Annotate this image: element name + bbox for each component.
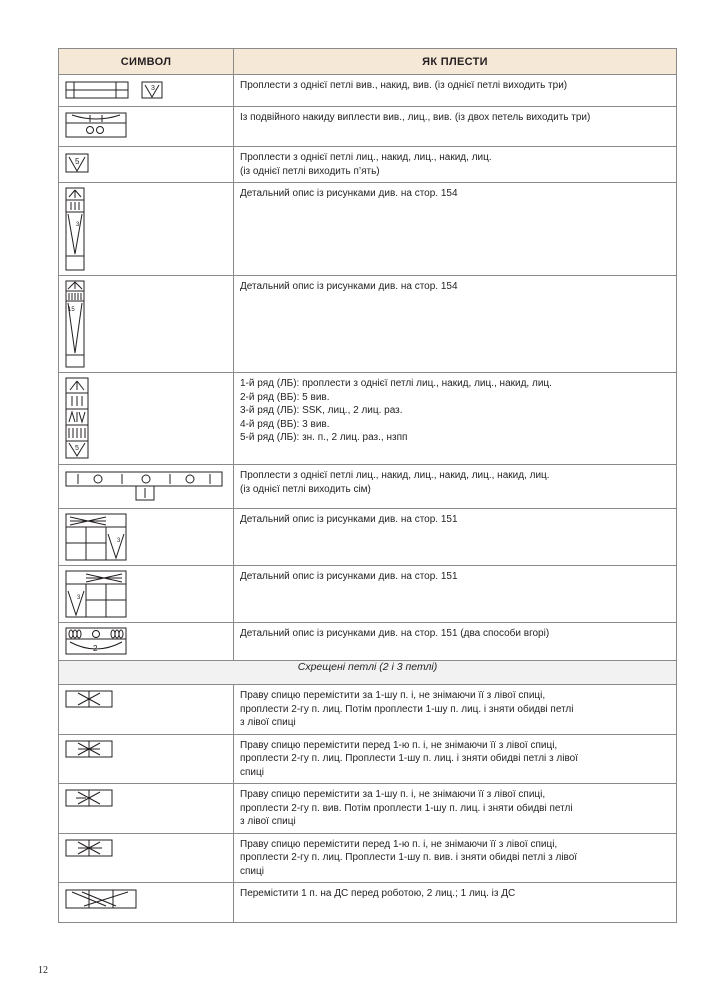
section-row	[59, 661, 677, 685]
instruction-cell: Детальний опис із рисунками див. на стор. 154	[234, 276, 677, 373]
instructions-column-header: ЯК ПЛЕСТИ	[234, 49, 677, 75]
instruction-cell: Проплести з однієї петлі лиц., накид, лиц., накид, лиц., накид, лиц. (із однієї петлі виходить сім)	[234, 465, 677, 509]
symbol-cell	[59, 566, 234, 623]
instruction-cell: Перемістити 1 п. на ДС перед роботою, 2 лиц.; 1 лиц. із ДС	[234, 883, 677, 923]
stitch-count-3: 3	[151, 85, 155, 92]
page-number: 12	[38, 965, 48, 976]
instruction-cell: Детальний опис із рисунками див. на стор. 151	[234, 566, 677, 623]
instruction-cell: Проплести з однієї петлі лиц., накид, лиц., накид, лиц. (із однієї петлі виходить п’ять)	[234, 147, 677, 183]
table-row	[59, 883, 677, 923]
symbol-cell	[59, 465, 234, 509]
symbol-cell	[59, 75, 234, 107]
table-row	[59, 183, 677, 276]
instruction-cell: 1-й ряд (ЛБ): проплести з однієї петлі лиц., накид, лиц., накид, лиц. 2-й ряд (ВБ): 5 вив. 3-й ряд (ЛБ): SSK, лиц., 2 лиц. раз. 4-й ряд (ВБ): 3 вив. 5-й ряд (ЛБ): зн. п., 2 лиц. раз., нзпп	[234, 373, 677, 465]
header-row	[59, 49, 677, 75]
cable-left-grid-symbol	[62, 569, 132, 619]
k-yo-k-yo-k-symbol	[62, 150, 102, 176]
instruction-cell: Проплести з однієї петлі вив., накид, вив. (із однієї петлі виходить три)	[234, 75, 677, 107]
symbol-cell	[59, 373, 234, 465]
double-yo-symbol	[62, 110, 132, 140]
instruction-cell: Праву спицю перемістити за 1-шу п. і, не знімаючи її з лівої спиці, проплести 2-гу п. лиц. Потім проплести 1-шу п. лиц. і зняти обидві петлі з лівої спиці	[234, 685, 677, 735]
cable-right-grid-symbol	[62, 512, 132, 562]
instruction-cell: Детальний опис із рисунками див. на стор. 151 (два способи вгорі)	[234, 623, 677, 661]
bobble-symbol-tall	[62, 186, 92, 272]
symbol-cell	[59, 883, 234, 923]
symbol-cell	[59, 685, 234, 735]
table-row	[59, 465, 677, 509]
symbol-cell	[59, 734, 234, 784]
bobble-5-rows-symbol	[62, 376, 96, 460]
table-row	[59, 373, 677, 465]
stitch-count-15: 15	[68, 307, 75, 313]
instruction-cell: Із подвійного накиду виплести вив., лиц., вив. (із двох петель виходить три)	[234, 107, 677, 147]
k-yo-seven-symbol	[62, 468, 227, 504]
section-title: Схрещені петлі (2 і 3 петлі)	[59, 661, 677, 685]
right-purl-cross-symbol	[62, 787, 122, 809]
purl-yo-purl-symbol	[62, 78, 172, 102]
symbol-cell	[59, 147, 234, 183]
instruction-cell: Праву спицю перемістити перед 1-ю п. і, не знімаючи її з лівої спиці, проплести 2-гу п. лиц. Проплести 1-шу п. лиц. і зняти обидві петлі з лівої спиці	[234, 734, 677, 784]
wrapped-stitches-symbol	[62, 626, 132, 656]
symbol-legend-table	[58, 48, 677, 923]
bobble-symbol-15	[62, 279, 92, 369]
symbol-cell	[59, 183, 234, 276]
instruction-cell: Детальний опис із рисунками див. на стор. 151	[234, 509, 677, 566]
instruction-cell: Детальний опис із рисунками див. на стор. 154	[234, 183, 677, 276]
table-row	[59, 833, 677, 883]
table-row	[59, 107, 677, 147]
table-row	[59, 75, 677, 107]
table-row	[59, 734, 677, 784]
symbol-cell	[59, 509, 234, 566]
symbol-column-header: СИМВОЛ	[59, 49, 234, 75]
stitch-count-3: 3	[76, 222, 80, 228]
table-row	[59, 623, 677, 661]
stitch-count-5: 5	[75, 157, 80, 166]
stitch-count-5: 5	[75, 445, 79, 452]
table-row	[59, 147, 677, 183]
three-stitch-cross-symbol	[62, 886, 142, 912]
right-cross-symbol	[62, 688, 122, 710]
stitch-count-2: 2	[93, 644, 98, 653]
instruction-cell: Праву спицю перемістити за 1-шу п. і, не знімаючи її з лівої спиці, проплести 2-гу п. вив. Потім проплести 1-шу п. лиц. і зняти обидві петлі з лівої спиці	[234, 784, 677, 834]
table-row	[59, 276, 677, 373]
table-row	[59, 509, 677, 566]
symbol-cell	[59, 833, 234, 883]
symbol-cell	[59, 623, 234, 661]
symbol-cell	[59, 276, 234, 373]
table-row	[59, 784, 677, 834]
table-row	[59, 685, 677, 735]
left-purl-cross-symbol	[62, 837, 122, 859]
stitch-count-3: 3	[77, 595, 81, 601]
symbol-cell	[59, 784, 234, 834]
table-row	[59, 566, 677, 623]
left-cross-symbol	[62, 738, 122, 760]
symbol-cell	[59, 107, 234, 147]
stitch-count-3: 3	[117, 538, 121, 544]
instruction-cell: Праву спицю перемістити перед 1-ю п. і, не знімаючи її з лівої спиці, проплести 2-гу п. лиц. Проплести 1-шу п. вив. і зняти обидві петлі з лівої спиці	[234, 833, 677, 883]
